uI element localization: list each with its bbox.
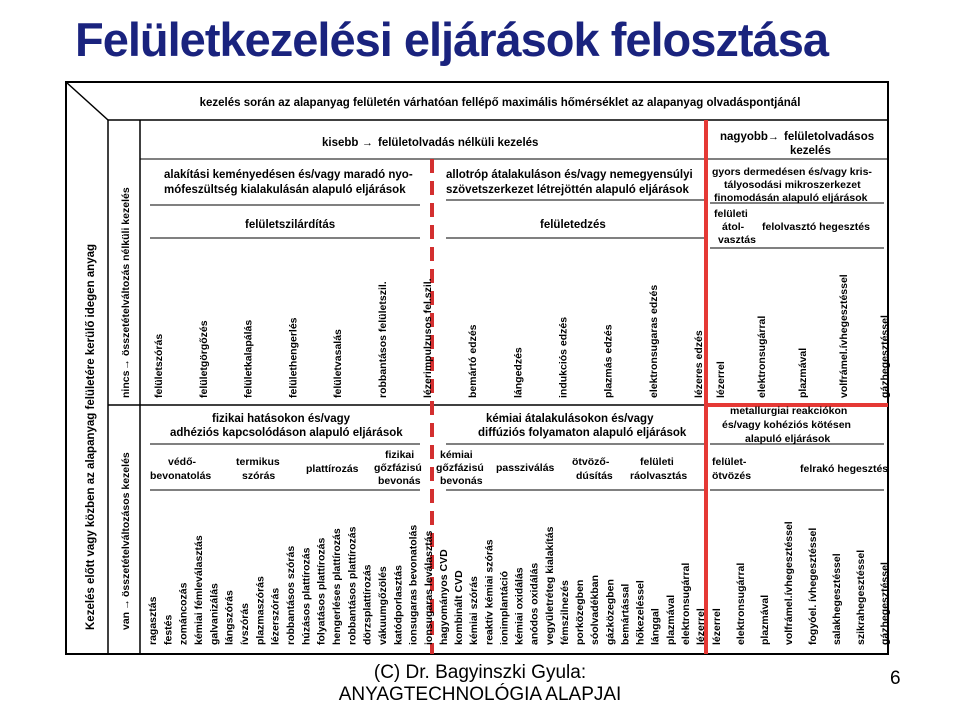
method-label: elektronsugárral <box>735 562 747 645</box>
lower-sub-label: fizikai <box>385 449 415 461</box>
method-label: volfrámel.ívhegesztéssel <box>783 521 795 645</box>
method-label: ívszórás <box>239 602 251 645</box>
upper-group2-heading: szövetszerkezet létrejöttén alapuló eljárások <box>446 184 689 196</box>
method-label: lézerszórás <box>269 587 282 645</box>
lower-sub-label: gőzfázisú <box>374 462 422 474</box>
method-label: felületvasalás <box>332 329 345 398</box>
method-label: húzásos plattírozás <box>300 547 313 645</box>
method-label: szikrahegesztéssel <box>855 549 867 645</box>
method-label: kémiai oxidálás <box>513 567 526 645</box>
method-label: festés <box>162 614 175 645</box>
lower-sub-label: ráolvasztás <box>630 470 688 482</box>
lower-sub-label: bevonás <box>378 475 421 487</box>
left-axis-label: Kezelés előtt vagy közben az alapanyag felületére kerülő idegen anyag <box>85 243 97 630</box>
method-label: sóolvadékban <box>589 574 602 645</box>
upper-group3-heading: gyors dermedésen és/vagy kris- <box>712 166 872 178</box>
lower-sub-label: bevonatolás <box>150 470 212 482</box>
lower-sub-label: védő- <box>168 456 197 468</box>
lower-sub-label: felrakó hegesztés <box>800 463 889 475</box>
method-label: lézerimpulzusos fel.szil. <box>422 278 434 398</box>
method-label: ionsugaras leválasztás <box>423 530 435 645</box>
lower-group1-heading: adhéziós kapcsolódáson alapuló eljárások <box>170 427 403 439</box>
upper-group3-sub: vasztás <box>718 234 756 246</box>
method-label: robbantásos plattírozás <box>346 526 359 645</box>
method-label: gázhegesztéssel <box>879 315 891 398</box>
lower-sub-label: felület- <box>712 456 747 468</box>
method-label: anódos oxidálás <box>528 562 541 645</box>
method-label: felületkalapálás <box>242 319 255 398</box>
method-label: indukciós edzés <box>557 316 570 398</box>
method-label: hengerléses plattírozás <box>331 528 343 645</box>
method-label: plazmával <box>664 594 677 645</box>
method-label: gázközegben <box>604 579 617 645</box>
nagyobb-label: nagyobb <box>720 131 768 143</box>
lower-group3-heading: alapuló eljárások <box>745 433 831 445</box>
lower-sub-label: termikus <box>236 456 280 468</box>
method-label: lézeres edzés <box>693 330 705 398</box>
upper-group3-sub: felolvasztó hegesztés <box>762 221 870 233</box>
method-label: plazmás edzés <box>602 324 615 398</box>
lower-group2-heading: diffúziós folyamaton alapuló eljárások <box>478 427 687 439</box>
method-label: felületszórás <box>153 333 165 398</box>
method-label: lángszórás <box>223 590 236 645</box>
method-label: robbantásos szórás <box>285 545 297 645</box>
method-label: bemártó edzés <box>467 324 480 398</box>
method-label: kémiai szórás <box>468 576 481 645</box>
method-label: plazmával <box>797 347 809 398</box>
lower-sub-label: bevonás <box>440 475 483 487</box>
arrow-icon: → <box>768 131 779 143</box>
method-label: kombinált CVD <box>453 570 466 645</box>
nincs-desc: összetételváltozás nélküli kezelés <box>120 187 132 356</box>
method-label: porközegben <box>574 579 587 645</box>
method-label: lézerrel <box>695 608 707 645</box>
lower-sub-label: plattírozás <box>306 463 359 475</box>
method-label: katódporlasztás <box>392 565 405 645</box>
method-label: bemártással <box>619 583 632 645</box>
method-label: elektronsugárral <box>756 315 768 398</box>
top-header: kezelés során az alapanyag felületén várhatóan fellépő maximális hőmérséklet az alapanyag olvadáspontjánál <box>199 97 801 109</box>
kisebb-desc: felületolvadás nélküli kezelés <box>378 137 539 149</box>
method-label: ionimplantáció <box>498 570 511 645</box>
lower-sub-label: ötvözés <box>712 470 752 482</box>
method-label: zománcozás <box>177 582 190 645</box>
upper-group2-sub: felületedzés <box>540 219 606 231</box>
page-number: 6 <box>890 668 901 689</box>
method-label: hagyományos CVD <box>438 549 450 645</box>
lower-group2-heading: kémiai átalakulásokon és/vagy <box>486 413 654 425</box>
method-label: fémszilnezés <box>558 580 571 645</box>
method-label: lángedzés <box>512 347 525 398</box>
upper-group1-heading: mófeszültség kialakulásán alapuló eljárások <box>164 184 406 196</box>
method-label: vákuumgőzölés <box>377 566 389 645</box>
nagyobb-desc: felületolvadásos <box>784 131 875 143</box>
kisebb-label: kisebb <box>322 137 359 149</box>
arrow-icon: → <box>120 599 132 610</box>
nagyobb-desc: kezelés <box>790 145 831 157</box>
lower-sub-label: passziválás <box>496 462 555 474</box>
method-label: ragasztás <box>147 596 159 645</box>
van-desc: összetételváltozásos kezelés <box>120 452 132 597</box>
lower-group1-heading: fizikai hatásokon és/vagy <box>212 413 351 425</box>
method-label: volfrámel.ívhegesztéssel <box>838 274 850 398</box>
method-label: plazmaszórás <box>254 576 267 645</box>
method-label: fogyóel. ívhegesztéssel <box>807 527 819 645</box>
method-label: reaktív kémiai szórás <box>483 539 496 645</box>
lower-sub-label: felületi <box>640 456 674 468</box>
upper-group2-heading: allotróp átalakuláson és/vagy nemegyensúlyi <box>446 169 693 181</box>
method-label: robbantásos felületszil. <box>377 281 389 398</box>
method-label: lézerrel <box>711 608 723 645</box>
page-title: Felületkezelési eljárások felosztása <box>75 13 828 66</box>
upper-group3-heading: tályosodási mikroszerkezet <box>724 179 861 191</box>
method-label: vegyületréteg kialakítás <box>543 526 556 645</box>
method-label: elektronsugárral <box>679 562 692 645</box>
upper-group3-sub: felületi <box>714 208 748 220</box>
method-label: gázhegesztéssel <box>879 562 891 645</box>
method-label: salakhegesztéssel <box>831 553 843 645</box>
arrow-icon: → <box>120 359 132 370</box>
method-label: hőkezeléssel <box>634 580 647 645</box>
lower-sub-label: kémiai <box>440 449 473 461</box>
footer-line1: (C) Dr. Bagyinszki Gyula: <box>373 662 587 683</box>
method-label: folyatásos plattírozás <box>315 537 328 645</box>
arrow-icon: → <box>362 137 373 149</box>
method-label: lánggal <box>649 608 662 645</box>
method-label: dörzsplattírozás <box>361 564 374 645</box>
method-label: elektronsugaras edzés <box>647 284 660 398</box>
method-label: felülethengerlés <box>287 317 300 398</box>
footer <box>330 662 630 706</box>
upper-group1-sub: felületszilárdítás <box>245 219 336 231</box>
upper-group1-heading: alakítási keményedésen és/vagy maradó nyo- <box>164 169 413 181</box>
lower-sub-label: ötvöző- <box>572 456 610 468</box>
upper-group3-heading: finomodásán alapuló eljárások <box>714 192 868 204</box>
nincs-label: nincs <box>120 370 132 398</box>
method-label: kémiai fémleválasztás <box>193 535 205 645</box>
lower-sub-label: dúsítás <box>576 470 613 482</box>
method-label: galvanizálás <box>208 583 221 645</box>
method-label: plazmával <box>759 594 771 645</box>
lower-group3-heading: és/vagy kohéziós kötésen <box>722 419 851 431</box>
lower-group3-heading: metallurgiai reakciókon <box>730 405 848 417</box>
lower-sub-label: szórás <box>242 470 276 482</box>
method-label: ionsugaras bevonatolás <box>407 524 420 645</box>
upper-group3-sub: átol- <box>722 221 745 233</box>
van-label: van <box>120 611 132 630</box>
method-label: lézerrel <box>715 361 727 398</box>
footer-line2: ANYAGTECHNOLÓGIA ALAPJAI <box>338 684 622 705</box>
lower-sub-label: gőzfázisú <box>436 462 484 474</box>
method-label: felületgörgőzés <box>197 320 210 398</box>
